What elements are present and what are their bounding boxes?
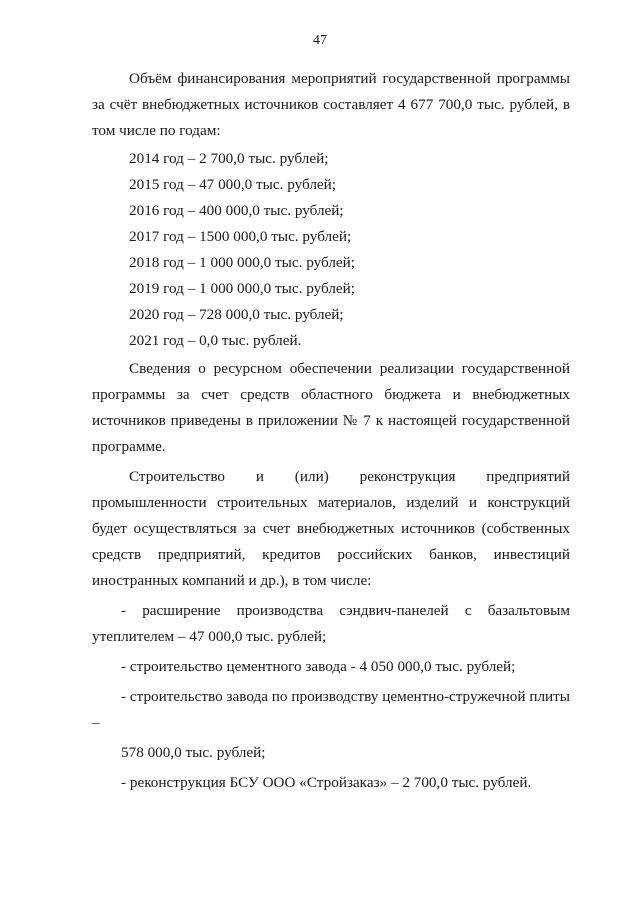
year-line-2015: 2015 год – 47 000,0 тыс. рублей; [129, 176, 337, 193]
resources-paragraph: Сведения о ресурсном обеспечении реализации государственной программы за счет средств областного бюджета и внебюджетных источников приведены в приложении № 7 к настоящей государственной программе. [92, 360, 570, 455]
year-line-2017: 2017 год – 1500 000,0 тыс. рублей; [129, 228, 352, 245]
year-line-2020: 2020 год – 728 000,0 тыс. рублей; [129, 306, 344, 323]
document-body [92, 66, 570, 796]
page-number: 47 [313, 33, 327, 48]
item-sandwich-panels: - расширение производства сэндвич-панелей с базальтовым утеплителем – 47 000,0 тыс. рублей; [92, 602, 570, 645]
year-line-2021: 2021 год – 0,0 тыс. рублей. [129, 332, 302, 349]
construction-paragraph: Строительство и (или) реконструкция предприятий промышленности строительных материалов, изделий и конструкций будет осуществляться за счет внебюджетных источников (собственных средств предприятий, кредитов российских банков, инвестиций иностранных компаний и др.), в том числе: [92, 468, 570, 589]
funding-by-year-list [92, 146, 570, 354]
item-cement-plant: - строительство цементного завода - 4 050 000,0 тыс. рублей; [121, 658, 516, 675]
item-bsu-reconstruction: - реконструкция БСУ ООО «Стройзаказ» – 2 700,0 тыс. рублей. [121, 774, 532, 791]
year-line-2016: 2016 год – 400 000,0 тыс. рублей; [129, 202, 344, 219]
funding-intro-paragraph: Объём финансирования мероприятий государственной программы за счёт внебюджетных источников составляет 4 677 700,0 тыс. рублей, в том числе по годам: [92, 70, 570, 139]
item-particleboard-plant: - строительство завода по производству цементно-стружечной плиты – [92, 688, 570, 731]
item-particleboard-amount: 578 000,0 тыс. рублей; [121, 744, 266, 761]
year-line-2019: 2019 год – 1 000 000,0 тыс. рублей; [129, 280, 356, 297]
year-line-2014: 2014 год – 2 700,0 тыс. рублей; [129, 150, 329, 167]
year-line-2018: 2018 год – 1 000 000,0 тыс. рублей; [129, 254, 356, 271]
